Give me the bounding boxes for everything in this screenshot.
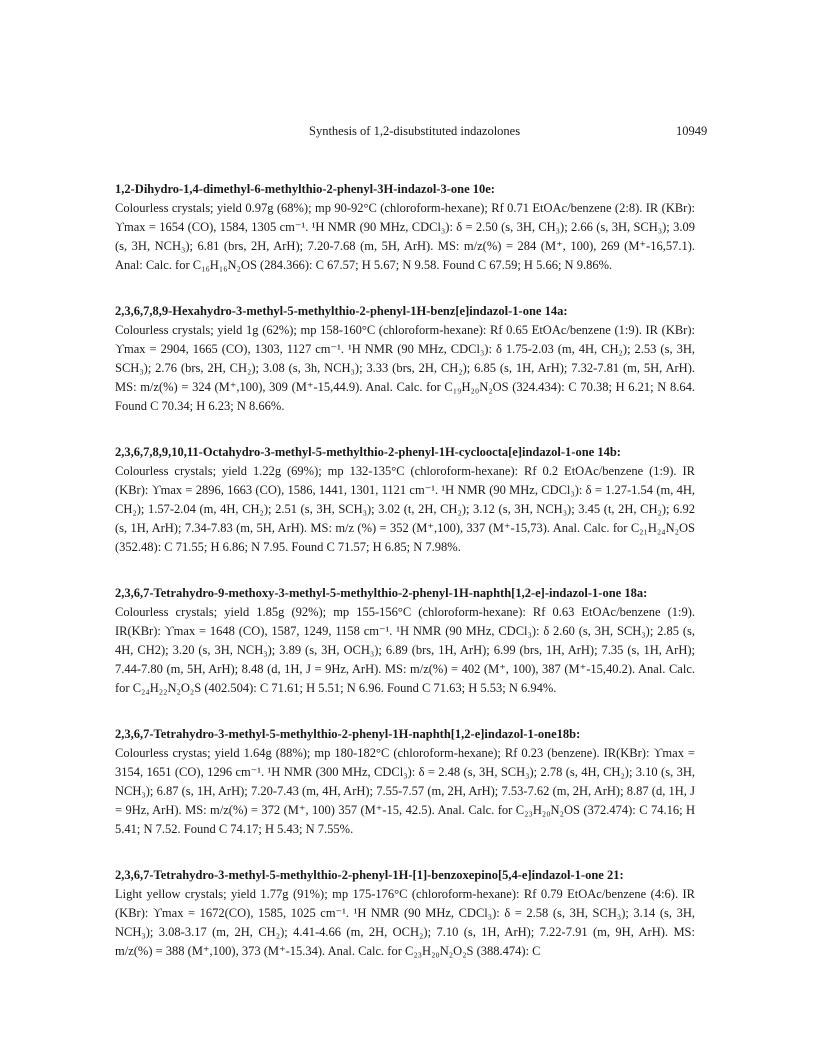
compound-title: 2,3,6,7,8,9-Hexahydro-3-methyl-5-methylthio-2-phenyl-1H-benz[e]indazol-1-one 14a: xyxy=(115,304,568,318)
experimental-section xyxy=(115,180,695,988)
compound-title: 2,3,6,7-Tetrahydro-3-methyl-5-methylthio-2-phenyl-1H-[1]-benzoxepino[5,4-e]indazol-1-one 21: xyxy=(115,868,624,882)
page-header xyxy=(0,124,815,144)
running-title: Synthesis of 1,2-disubstituted indazolones xyxy=(309,124,521,138)
compound-data: Light yellow crystals; yield 1.77g (91%); mp 175-176°C (chloroform-hexane): Rf 0.79 EtOAc/benzene (4:6). IR (KBr): ϒmax = 1672(CO), 1585, 1025 cm⁻¹. ¹H NMR (90 MHz, CDCl₃): δ = 2.58 (s, 3H, SCH₃); 3.14 (s, 3H, NCH₃); 3.08-3.17 (m, 2H, CH₂); 4.41-4.66 (m, 2H, OCH₂); 7.10 (s, 1H, ArH); 7.22-7.91 (m, 9H, ArH). MS: m/z(%) = 388 (M⁺,100), 373 (M⁺-15.34). Anal. Calc. for C₂₃H₂₀N₂O₂S (388.474): C xyxy=(115,887,695,958)
compound-data: Colourless crystas; yield 1.64g (88%); mp 180-182°C (chloroform-hexane); Rf 0.23 (benzene). IR(KBr): ϒmax = 3154, 1651 (CO), 1296 cm⁻¹. ¹H NMR (300 MHz, CDCl₃): δ = 2.48 (s, 3H, SCH₃); 2.78 (s, 4H, CH₂); 3.10 (s, 3H, NCH₃); 6.87 (s, 1H, ArH); 7.20-7.43 (m, 4H, ArH); 7.55-7.57 (m, 2H, ArH); 7.53-7.62 (m, 2H, ArH); 8.87 (d, 1H, J = 9Hz, ArH). MS: m/z(%) = 372 (M⁺, 100) 357 (M⁺-15, 42.5). Anal. Calc. for C₂₃H₂₀N₂OS (372.474): C 74.16; H 5.41; N 7.52. Found C 74.17; H 5.43; N 7.55%. xyxy=(115,746,695,836)
compound-title: 2,3,6,7-Tetrahydro-9-methoxy-3-methyl-5-methylthio-2-phenyl-1H-naphth[1,2-e]-indazol-1-one 18a: xyxy=(115,586,648,600)
compound-entry-21 xyxy=(115,866,695,961)
compound-title: 2,3,6,7,8,9,10,11-Octahydro-3-methyl-5-methylthio-2-phenyl-1H-cycloocta[e]indazol-1-one 14b: xyxy=(115,445,621,459)
compound-data: Colourless crystals; yield 1.85g (92%); mp 155-156°C (chloroform-hexane): Rf 0.63 EtOAc/benzene (1:9). IR(KBr): ϒmax = 1648 (CO), 1587, 1249, 1158 cm⁻¹. ¹H NMR (90 MHz, CDCl₃): δ 2.60 (s, 3H, SCH₃); 2.85 (s, 4H, CH2); 3.20 (s, 3H, NCH₃); 3.89 (s, 3H, OCH₃); 6.89 (brs, 1H, ArH); 6.99 (brs, 1H, ArH); 7.35 (s, 1H, ArH); 7.44-7.80 (m, 5H, ArH); 8.48 (d, 1H, J = 9Hz, ArH). MS: m/z(%) = 402 (M⁺, 100), 387 (M⁺-15,40.2). Anal. Calc. for C₂₄H₂₂N₂O₂S (402.504): C 71.61; H 5.51; N 6.96. Found C 71.63; H 5.53; N 6.94%. xyxy=(115,605,695,695)
compound-data: Colourless crystals; yield 1.22g (69%); mp 132-135°C (chloroform-hexane): Rf 0.2 EtOAc/benzene (1:9). IR (KBr): ϒmax = 2896, 1663 (CO), 1586, 1441, 1301, 1121 cm⁻¹. ¹H NMR (90 MHz, CDCl₃): δ = 1.27-1.54 (m, 4H, CH₂); 1.57-2.04 (m, 4H, CH₂); 2.51 (s, 3H, SCH₃); 3.02 (t, 2H, CH₂); 3.12 (s, 3H, NCH₃); 3.45 (t, 2H, CH₂); 6.92 (s, 1H, ArH); 7.34-7.83 (m, 5H, ArH). MS: m/z (%) = 352 (M⁺,100), 337 (M⁺-15,73). Anal. Calc. for C₂₁H₂₄N₂OS (352.48): C 71.55; H 6.86; N 7.95. Found C 71.57; H 6.85; N 7.98%. xyxy=(115,464,695,554)
compound-data: Colourless crystals; yield 1g (62%); mp 158-160°C (chloroform-hexane): Rf 0.65 EtOAc/benzene (1:9). IR (KBr): ϒmax = 2904, 1665 (CO), 1303, 1127 cm⁻¹. ¹H NMR (90 MHz, CDCl₃): δ 1.75-2.03 (m, 4H, CH₂); 2.53 (s, 3H, SCH₃); 2.76 (brs, 2H, CH₂); 3.08 (s, 3h, NCH₃); 3.33 (brs, 2H, CH₂); 6.85 (s, 1H, ArH); 7.32-7.81 (m, 5H, ArH). MS: m/z(%) = 324 (M⁺,100), 309 (M⁺-15,44.9). Anal. Calc. for C₁₉H₂₀N₂OS (324.434): C 70.38; H 6.21; N 8.64. Found C 70.34; H 6.23; N 8.66%. xyxy=(115,323,695,413)
compound-entry-18b xyxy=(115,725,695,839)
compound-entry-18a xyxy=(115,584,695,698)
page-number: 10949 xyxy=(676,124,708,138)
compound-entry-14b xyxy=(115,443,695,557)
compound-title: 2,3,6,7-Tetrahydro-3-methyl-5-methylthio-2-phenyl-1H-naphth[1,2-e]indazol-1-one18b: xyxy=(115,727,581,741)
compound-title: 1,2-Dihydro-1,4-dimethyl-6-methylthio-2-phenyl-3H-indazol-3-one 10e: xyxy=(115,182,495,196)
compound-entry-14a xyxy=(115,302,695,416)
compound-data: Colourless crystals; yield 0.97g (68%); mp 90-92°C (chloroform-hexane); Rf 0.71 EtOAc/benzene (2:8). IR (KBr): ϒmax = 1654 (CO), 1584, 1305 cm⁻¹. ¹H NMR (90 MHz, CDCl₃): δ = 2.50 (s, 3H, CH₃); 2.66 (s, 3H, SCH₃); 3.09 (s, 3H, NCH₃); 6.81 (brs, 2H, ArH); 7.20-7.68 (m, 5H, ArH). MS: m/z(%) = 284 (M⁺, 100), 269 (M⁺-16,57.1). Anal: Calc. for C₁₆H₁₆N₂OS (284.366): C 67.57; H 5.67; N 9.58. Found C 67.59; H 5.66; N 9.86%. xyxy=(115,201,695,272)
compound-entry-10e xyxy=(115,180,695,275)
